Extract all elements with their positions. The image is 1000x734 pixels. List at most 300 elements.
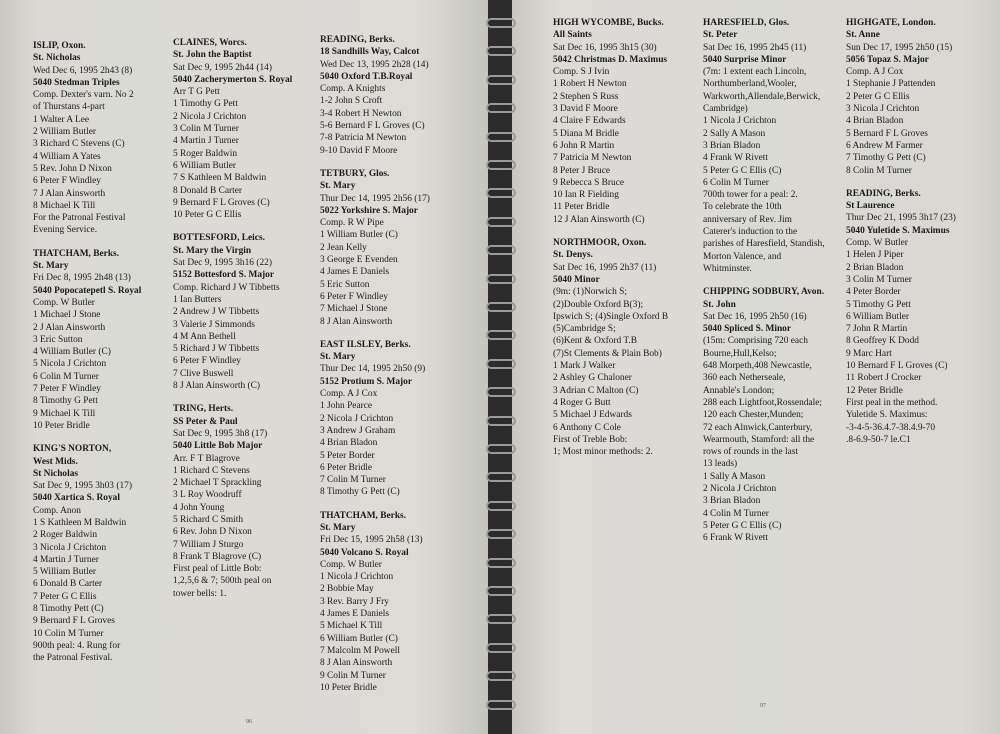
- binding-coil: [486, 330, 516, 340]
- peal-church: West Mids.: [33, 456, 78, 467]
- peal-line: 7 Peter F Windley: [33, 384, 101, 395]
- peal-line: 8 J Alan Ainsworth: [320, 316, 393, 327]
- peal-method: 5040 Xartica S. Royal: [33, 493, 120, 504]
- peal-date: Sat Dec 16, 1995 2h45 (11): [703, 42, 807, 53]
- peal-date: Sun Dec 17, 1995 2h50 (15): [846, 42, 953, 53]
- peal-line: 1 William Butler (C): [320, 230, 398, 241]
- peal-entry: [320, 510, 460, 694]
- peal-line: (2)Double Oxford B(3);: [553, 299, 644, 310]
- peal-line: 1 Robert H Newton: [553, 79, 627, 90]
- peal-line: 9-10 David F Moore: [320, 145, 398, 156]
- peal-line: 7-8 Patricia M Newton: [320, 133, 407, 144]
- peal-line: 4 Peter Border: [846, 287, 901, 298]
- peal-line: 5 Rev. John D Nixon: [33, 163, 112, 174]
- peal-line: -3-4-5-36.4.7-38.4.9-70: [846, 422, 936, 433]
- peal-line: Arr. F T Blagrove: [173, 453, 240, 464]
- peal-line: (5)Cambridge S;: [553, 324, 616, 335]
- peal-line: 900th peal: 4. Rung for: [33, 640, 121, 651]
- peal-location: HIGHGATE, London.: [846, 18, 936, 28]
- binding-coil: [486, 472, 516, 482]
- peal-entry: [553, 237, 693, 458]
- peal-line: Comp. A J Cox: [846, 67, 904, 78]
- peal-entry: [173, 232, 308, 392]
- peal-line: 11 Peter Bridle: [553, 202, 610, 213]
- peal-entry: [33, 443, 158, 664]
- peal-line: 1 Sally A Mason: [703, 471, 766, 482]
- peal-church: St. Mary: [320, 181, 356, 192]
- peal-line: 4 M Ann Bethell: [173, 331, 236, 342]
- binding-coil: [486, 103, 516, 113]
- peal-line: 4 Frank W Rivett: [703, 153, 769, 164]
- peal-line: 4 William Butler (C): [33, 347, 111, 358]
- peal-line: 6 Peter F Windley: [320, 291, 388, 302]
- page-number-left: 96: [246, 719, 252, 725]
- peal-method: 5040 Little Bob Major: [173, 441, 263, 452]
- peal-line: 10 Bernard F L Groves (C): [846, 361, 948, 372]
- peal-line: 5 Nicola J Crichton: [33, 359, 107, 370]
- binding-coil: [486, 586, 516, 596]
- binding-coil: [486, 501, 516, 511]
- binding-coil: [486, 217, 516, 227]
- peal-line: Northumberland,Wooler,: [703, 79, 797, 90]
- peal-line: 5-6 Bernard F L Groves (C): [320, 121, 425, 132]
- binding-coil: [486, 558, 516, 568]
- peal-line: 8 Peter J Bruce: [553, 165, 611, 176]
- peal-date: Thur Dec 21, 1995 3h17 (23): [846, 213, 956, 224]
- peal-line: 7 Michael J Stone: [320, 304, 388, 315]
- peal-location: CLAINES, Worcs.: [173, 38, 247, 48]
- peal-line: 3 L Roy Woodruff: [173, 490, 242, 501]
- peal-line: 3 David F Moore: [553, 104, 618, 115]
- peal-method: 5040 Spliced S. Minor: [703, 324, 792, 335]
- peal-line: Annable's London;: [703, 385, 775, 396]
- peal-line: Ipswich S; (4)Single Oxford B: [553, 311, 669, 322]
- binding-coil: [486, 529, 516, 539]
- peal-line: (15m: Comprising 720 each: [703, 336, 808, 347]
- peal-line: parishes of Haresfield, Standish,: [703, 239, 825, 250]
- peal-church: 18 Sandhills Way, Calcot: [320, 47, 420, 58]
- peal-line: 7 Clive Buswell: [173, 368, 234, 379]
- peal-line: 5 Peter Border: [320, 450, 375, 461]
- peal-line: First peal in the method.: [846, 397, 938, 408]
- peal-line: 72 each Alnwick,Canterbury,: [703, 422, 813, 433]
- peal-date: Wed Dec 6, 1995 2h43 (8): [33, 65, 133, 76]
- peal-line: 5 Timothy G Pett: [846, 299, 911, 310]
- peal-line: 6 Colin M Turner: [33, 371, 99, 382]
- peal-line: 9 Marc Hart: [846, 348, 892, 359]
- peal-line: tower bells: 1.: [173, 588, 227, 599]
- peal-line: 10 Peter Bridle: [33, 420, 90, 431]
- peal-line: 9 Colin M Turner: [320, 670, 386, 681]
- peal-date: Sat Dec 9, 1995 3h03 (17): [33, 481, 132, 492]
- peal-church: All Saints: [553, 30, 592, 41]
- page-number-right: 97: [760, 703, 766, 709]
- binding-coil: [486, 302, 516, 312]
- peal-line: 3 Brian Bladon: [703, 496, 761, 507]
- peal-line: 2 Peter G C Ellis: [846, 91, 910, 102]
- peal-church: St. Mary: [320, 522, 356, 533]
- peal-line: 1 Mark J Walker: [553, 361, 616, 372]
- peal-line: (9m: (1)Norwich S;: [553, 287, 627, 298]
- binding-coil: [486, 18, 516, 28]
- peal-line: 8 Frank T Blagrove (C): [173, 551, 262, 562]
- peal-line: Yuletide S. Maximus:: [846, 410, 928, 421]
- peal-line: 6 Colin M Turner: [703, 177, 769, 188]
- peal-line: 1-2 John S Croft: [320, 96, 383, 107]
- peal-line: 8 Michael K Till: [33, 200, 96, 211]
- peal-location: HARESFIELD, Glos.: [703, 18, 790, 28]
- peal-method: 5040 Stedman Triples: [33, 77, 120, 88]
- peal-method: 5040 Oxford T.B.Royal: [320, 71, 413, 82]
- peal-church: St. Mary the Virgin: [173, 245, 252, 256]
- peal-line: 12 Peter Bridle: [846, 385, 903, 396]
- peal-line: First peal of Little Bob:: [173, 564, 262, 575]
- peal-entry: [173, 403, 308, 600]
- peal-line: 1 Nicola J Crichton: [703, 116, 777, 127]
- peal-church: St. Mary: [320, 352, 356, 363]
- binding-coil: [486, 75, 516, 85]
- peal-line: 4 James E Daniels: [320, 267, 389, 278]
- peal-line: Wearmouth, Stamford: all the: [703, 434, 815, 445]
- peal-line: 9 Bernard F L Groves (C): [173, 197, 270, 208]
- peal-entry: [33, 248, 158, 432]
- peal-line: 13 leads): [703, 459, 738, 470]
- peal-location: READING, Berks.: [320, 35, 395, 45]
- peal-line: 7 Colin M Turner: [320, 475, 386, 486]
- peal-line: 5 Michael K Till: [320, 621, 383, 632]
- peal-line: 4 Claire F Edwards: [553, 116, 626, 127]
- peal-line: 1 Richard C Stevens: [173, 465, 250, 476]
- peal-line: 1 Helen J Piper: [846, 250, 904, 261]
- peal-line: Evening Service.: [33, 225, 98, 236]
- peal-line: Arr T G Pett: [173, 87, 220, 98]
- column-2: [173, 37, 308, 611]
- peal-line: Comp. W Butler: [846, 238, 908, 249]
- peal-line: Comp. A Knights: [320, 84, 386, 95]
- peal-line: rows of rounds in the last: [703, 447, 799, 458]
- peal-church: St. Denys.: [553, 250, 593, 261]
- peal-line: 6 Peter F Windley: [33, 176, 101, 187]
- peal-line: 7 William J Sturgo: [173, 539, 244, 550]
- peal-method: 5040 Zacherymerton S. Royal: [173, 74, 293, 85]
- peal-line: of Thurstans 4-part: [33, 102, 105, 113]
- peal-line: 5 Roger Baldwin: [173, 148, 238, 159]
- peal-line: (7)St Clements & Plain Bob): [553, 348, 662, 359]
- peal-line: 2 Stephen S Russ: [553, 91, 619, 102]
- peal-line: 8 Geoffrey K Dodd: [846, 336, 919, 347]
- binding-coil: [486, 387, 516, 397]
- peal-method: 5040 Popocatepetl S. Royal: [33, 285, 142, 296]
- binding-coil: [486, 245, 516, 255]
- peal-entry: [703, 17, 843, 275]
- peal-line: 6 Anthony C Cole: [553, 422, 621, 433]
- peal-line: 1; Most minor methods: 2.: [553, 447, 653, 458]
- peal-entry: [553, 17, 693, 226]
- peal-line: Comp. R W Pipe: [320, 218, 384, 229]
- binding-coil: [486, 274, 516, 284]
- peal-method: 5056 Topaz S. Major: [846, 54, 929, 65]
- peal-line: 3 Colin M Turner: [846, 274, 912, 285]
- peal-date: Fri Dec 8, 1995 2h48 (13): [33, 273, 131, 284]
- peal-line: 6 Peter Bridle: [320, 462, 373, 473]
- peal-line: 2 Bobbie May: [320, 584, 374, 595]
- peal-line: 1 Timothy G Pett: [173, 99, 238, 110]
- peal-line: 3 Adrian C Malton (C): [553, 385, 639, 396]
- peal-line: 1,2,5,6 & 7; 500th peal on: [173, 576, 272, 587]
- peal-line: Comp. Dexter's varn. No 2: [33, 90, 134, 101]
- peal-line: 2 Brian Bladon: [846, 262, 904, 273]
- peal-location: READING, Berks.: [846, 188, 921, 199]
- peal-line: 2 Nicola J Crichton: [703, 483, 777, 494]
- peal-date: Sat Dec 9, 1995 2h44 (14): [173, 62, 272, 73]
- peal-entry: [33, 40, 158, 237]
- peal-line: 6 Andrew M Farmer: [846, 140, 923, 151]
- peal-line: 6 William Butler: [846, 311, 909, 322]
- peal-line: 5 Richard C Smith: [173, 514, 244, 525]
- peal-line: 2 Andrew J W Tibbetts: [173, 307, 260, 318]
- peal-line: 7 Timothy G Pett (C): [846, 153, 926, 164]
- peal-line: Comp. Richard J W Tibbetts: [173, 282, 280, 293]
- peal-line: 4 William A Yates: [33, 151, 101, 162]
- peal-line: 5 Michael J Edwards: [553, 410, 632, 421]
- column-3: [320, 34, 460, 705]
- peal-location: BOTTESFORD, Leics.: [173, 233, 265, 244]
- peal-line: 3 Nicola J Crichton: [846, 104, 920, 115]
- peal-line: 4 Roger G Butt: [553, 397, 611, 408]
- peal-line: Comp. S J Ivin: [553, 67, 610, 78]
- column-4: [553, 17, 693, 469]
- peal-church: St. John: [703, 299, 736, 310]
- peal-method: 5040 Volcano S. Royal: [320, 547, 409, 558]
- peal-line: 5 Eric Sutton: [320, 279, 370, 290]
- peal-line: 8 Timothy G Pett: [33, 396, 98, 407]
- peal-line: 4 Martin J Turner: [173, 136, 239, 147]
- peal-method: 5152 Protium S. Major: [320, 376, 413, 387]
- peal-date: Sat Dec 16, 1995 2h37 (11): [553, 262, 657, 273]
- peal-line: 6 Rev. John D Nixon: [173, 527, 252, 538]
- peal-line: 7 J Alan Ainsworth: [33, 188, 106, 199]
- peal-line: 700th tower for a peal: 2.: [703, 190, 798, 201]
- peal-church: St. John the Baptist: [173, 50, 252, 61]
- peal-line: 360 each Netherseale,: [703, 373, 786, 384]
- peal-location: THATCHAM, Berks.: [320, 510, 407, 521]
- peal-method: 5040 Surprise Minor: [703, 54, 787, 65]
- peal-location: EAST ILSLEY, Berks.: [320, 339, 411, 350]
- peal-line: 4 Brian Bladon: [320, 438, 378, 449]
- peal-church: St. Mary: [33, 261, 69, 272]
- peal-line: 5 Diana M Bridle: [553, 128, 619, 139]
- peal-location: NORTHMOOR, Oxon.: [553, 238, 647, 249]
- peal-line: 6 William Butler: [173, 160, 236, 171]
- peal-line: 3 Andrew J Graham: [320, 425, 396, 436]
- peal-line: 2 Sally A Mason: [703, 128, 766, 139]
- peal-line: 9 Rebecca S Bruce: [553, 177, 625, 188]
- peal-line: 6 Donald B Carter: [33, 579, 102, 590]
- column-1: [33, 40, 158, 676]
- peal-line: 2 Jean Kelly: [320, 242, 367, 253]
- peal-line: 3 Brian Bladon: [703, 140, 761, 151]
- peal-date: Thur Dec 14, 1995 2h56 (17): [320, 193, 430, 204]
- binding-coil: [486, 700, 516, 710]
- peal-line: 5 Peter G C Ellis (C): [703, 165, 782, 176]
- peal-line: 6 John R Martin: [553, 140, 615, 151]
- peal-line: 2 William Butler: [33, 127, 96, 138]
- peal-line: 6 Frank W Rivett: [703, 533, 769, 544]
- binding-coil: [486, 46, 516, 56]
- binding-coil: [486, 188, 516, 198]
- peal-entry: [703, 286, 843, 544]
- peal-line: Bourne,Hull,Kelso;: [703, 348, 777, 359]
- peal-line: First of Treble Bob:: [553, 434, 628, 445]
- peal-location: ISLIP, Oxon.: [33, 41, 86, 51]
- peal-line: (7m: 1 extent each Lincoln,: [703, 67, 807, 78]
- peal-line: the Patronal Festival.: [33, 653, 113, 664]
- peal-line: 4 James E Daniels: [320, 609, 389, 620]
- peal-line: 1 Ian Butters: [173, 294, 222, 305]
- peal-line: 7 Malcolm M Powell: [320, 645, 400, 656]
- peal-line: 7 Peter G C Ellis: [33, 591, 97, 602]
- binding-coil: [486, 671, 516, 681]
- peal-line: 8 Colin M Turner: [846, 165, 912, 176]
- peal-line: Morton Valence, and: [703, 251, 782, 262]
- peal-line: 3-4 Robert H Newton: [320, 108, 402, 119]
- peal-method: 5152 Bottesford S. Major: [173, 270, 275, 281]
- peal-location: HIGH WYCOMBE, Bucks.: [553, 18, 664, 28]
- peal-church: St. Anne: [846, 30, 880, 41]
- peal-location: TETBURY, Glos.: [320, 168, 390, 179]
- peal-method: 5040 Yuletide S. Maximus: [846, 225, 950, 236]
- peal-line: 7 John R Martin: [846, 324, 908, 335]
- peal-line: 8 J Alan Ainsworth (C): [173, 381, 260, 392]
- peal-line: 6 Peter F Windley: [173, 356, 241, 367]
- peal-line: Cambridge): [703, 104, 748, 115]
- peal-line: 288 each Lightfoot,Rossendale;: [703, 397, 822, 408]
- peal-church-line-2: St Nicholas: [33, 468, 79, 479]
- peal-date: Sat Dec 9, 1995 3h16 (22): [173, 258, 272, 269]
- binding-coil: [486, 643, 516, 653]
- peal-church: St. Nicholas: [33, 53, 81, 64]
- peal-line: 1 Nicola J Crichton: [320, 572, 394, 583]
- peal-line: 3 Eric Sutton: [33, 334, 83, 345]
- peal-line: 1 S Kathleen M Baldwin: [33, 517, 127, 528]
- peal-method: 5022 Yorkshire S. Major: [320, 205, 418, 216]
- peal-line: Comp. W Butler: [320, 559, 382, 570]
- peal-line: 5 William Butler: [33, 567, 96, 578]
- peal-line: 3 Nicola J Crichton: [33, 542, 107, 553]
- peal-location: THATCHAM, Berks.: [33, 248, 120, 259]
- peal-line: 648 Morpeth,408 Newcastle,: [703, 361, 812, 372]
- peal-date: Thur Dec 14, 1995 2h50 (9): [320, 364, 426, 375]
- peal-line: (6)Kent & Oxford T.B: [553, 336, 638, 347]
- peal-line: 8 Timothy Pett (C): [33, 604, 104, 615]
- peal-entry: [846, 17, 996, 177]
- peal-line: anniversary of Rev. Jim: [703, 214, 792, 225]
- peal-line: 5 Peter G C Ellis (C): [703, 520, 782, 531]
- peal-date: Wed Dec 13, 1995 2h28 (14): [320, 59, 429, 70]
- peal-line: Caterer's induction to the: [703, 227, 798, 238]
- peal-line: Warkworth,Allendale,Berwick,: [703, 91, 821, 102]
- peal-entry: [320, 34, 460, 157]
- peal-method: 5042 Christmas D. Maximus: [553, 54, 668, 65]
- peal-line: 11 Robert J Crocker: [846, 373, 922, 384]
- peal-line: 1 John Pearce: [320, 401, 373, 412]
- peal-line: 4 Colin M Turner: [703, 508, 769, 519]
- peal-location: CHIPPING SODBURY, Avon.: [703, 287, 825, 298]
- peal-line: 3 Colin M Turner: [173, 124, 239, 135]
- binding-coil: [486, 444, 516, 454]
- peal-entry: [173, 37, 308, 221]
- peal-line: 5 Bernard F L Groves: [846, 128, 928, 139]
- peal-line: 4 Brian Bladon: [846, 116, 904, 127]
- peal-line: 2 Michael T Sprackling: [173, 478, 262, 489]
- peal-line: 2 Ashley G Chaloner: [553, 373, 632, 384]
- binding-coil: [486, 160, 516, 170]
- peal-line: 2 Nicola J Crichton: [320, 413, 394, 424]
- peal-line: 7 Patricia M Newton: [553, 153, 632, 164]
- peal-church: St Laurence: [846, 201, 895, 212]
- peal-date: Sat Dec 9, 1995 3h8 (17): [173, 428, 268, 439]
- peal-date: Sat Dec 16, 1995 3h15 (30): [553, 42, 657, 53]
- peal-line: 3 Valerie J Simmonds: [173, 319, 255, 330]
- binding-coil: [486, 359, 516, 369]
- peal-church: St. Peter: [703, 30, 738, 41]
- peal-line: 7 S Kathleen M Baldwin: [173, 173, 267, 184]
- peal-line: 3 Richard C Stevens (C): [33, 139, 125, 150]
- peal-line: 8 J Alan Ainsworth: [320, 658, 393, 669]
- peal-date: Sat Dec 16, 1995 2h50 (16): [703, 311, 807, 322]
- peal-entry: [320, 339, 460, 499]
- peal-line: 4 John Young: [173, 502, 225, 513]
- peal-line: 1 Stephanie J Pattenden: [846, 79, 936, 90]
- peal-line: Comp. W Butler: [33, 297, 95, 308]
- binding-coil: [486, 416, 516, 426]
- peal-line: 10 Ian R Fielding: [553, 190, 619, 201]
- peal-line: Whitminster.: [703, 263, 752, 274]
- peal-line: 3 George E Evenden: [320, 255, 398, 266]
- peal-line: For the Patronal Festival: [33, 213, 126, 224]
- peal-line: 10 Peter Bridle: [320, 682, 377, 693]
- peal-line: Comp. Anon: [33, 505, 81, 516]
- peal-line: To celebrate the 10th: [703, 202, 782, 213]
- peal-line: 9 Michael K Till: [33, 408, 96, 419]
- peal-line: 1 Walter A Lee: [33, 114, 90, 125]
- peal-line: 5 Richard J W Tibbetts: [173, 344, 260, 355]
- peal-entry: [846, 188, 996, 446]
- binding-coil: [486, 614, 516, 624]
- peal-line: .8-6.9-50-7 le.C1: [846, 434, 911, 445]
- peal-line: 120 each Chester,Munden;: [703, 410, 804, 421]
- peal-line: 2 J Alan Ainsworth: [33, 322, 106, 333]
- peal-line: 10 Colin M Turner: [33, 628, 104, 639]
- peal-location: KING'S NORTON,: [33, 444, 112, 455]
- peal-line: 2 Roger Baldwin: [33, 530, 98, 541]
- peal-line: 1 Michael J Stone: [33, 310, 101, 321]
- column-6: [846, 17, 996, 457]
- peal-line: 4 Martin J Turner: [33, 554, 99, 565]
- peal-date: Fri Dec 15, 1995 2h58 (13): [320, 535, 423, 546]
- peal-line: Comp. A J Cox: [320, 389, 378, 400]
- column-5: [703, 17, 843, 555]
- peal-church: SS Peter & Paul: [173, 416, 238, 427]
- peal-line: 10 Peter G C Ellis: [173, 210, 242, 221]
- peal-line: 9 Bernard F L Groves: [33, 616, 115, 627]
- peal-line: 3 Rev. Barry J Fry: [320, 596, 389, 607]
- peal-location: TRING, Herts.: [173, 404, 234, 415]
- peal-line: 2 Nicola J Crichton: [173, 111, 247, 122]
- peal-line: 12 J Alan Ainsworth (C): [553, 214, 645, 225]
- peal-line: 6 William Butler (C): [320, 633, 398, 644]
- peal-line: 8 Donald B Carter: [173, 185, 242, 196]
